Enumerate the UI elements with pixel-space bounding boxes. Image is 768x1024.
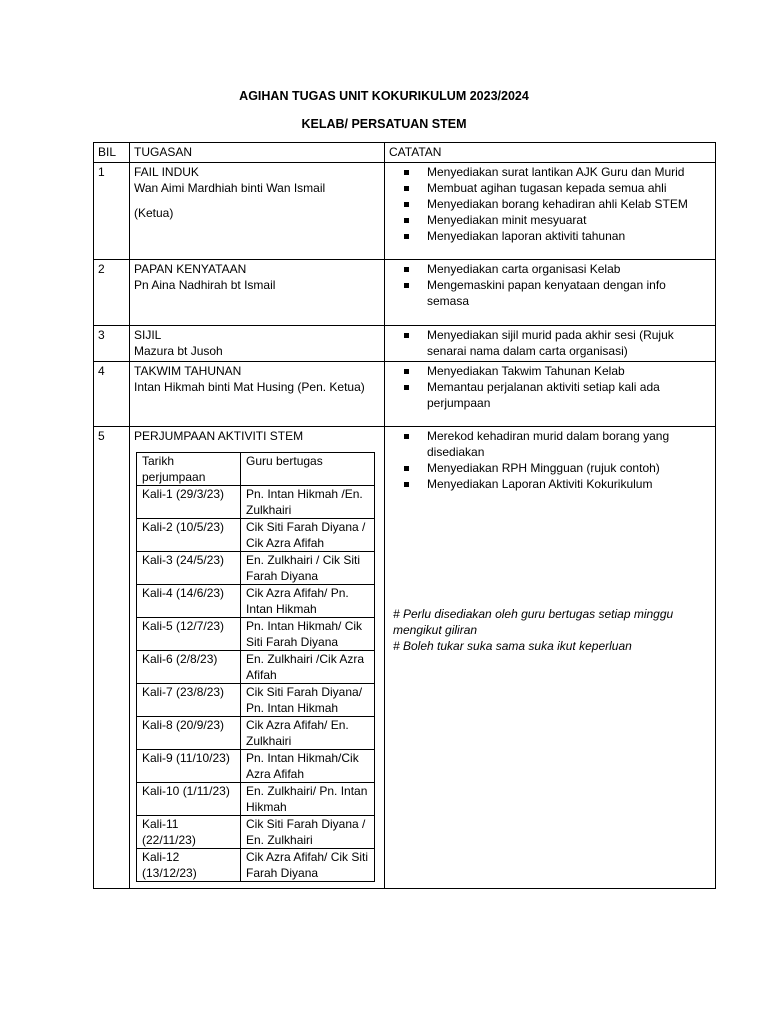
task-person: Mazura bt Jusoh	[134, 344, 223, 358]
header-bil: BIL	[94, 143, 130, 163]
teacher-on-duty: En. Zulkhairi / Cik Siti Farah Diyana	[241, 552, 375, 585]
schedule-header-teacher: Guru bertugas	[241, 453, 375, 486]
task-title: PAPAN KENYATAAN	[134, 262, 247, 276]
task-cell	[130, 326, 385, 362]
teacher-on-duty: Pn. Intan Hikmah/ Cik Siti Farah Diyana	[241, 618, 375, 651]
teacher-on-duty: En. Zulkhairi /Cik Azra Afifah	[241, 651, 375, 684]
schedule-table	[136, 452, 375, 882]
task-cell	[130, 427, 385, 889]
row-number: 3	[94, 326, 130, 362]
list-item: Menyediakan borang kehadiran ahli Kelab STEM	[389, 196, 711, 212]
meeting-date: Kali-8 (20/9/23)	[137, 717, 241, 750]
task-person: Intan Hikmah binti Mat Husing (Pen. Ketua)	[134, 380, 365, 394]
table-row	[137, 552, 375, 585]
table-row	[94, 260, 716, 326]
schedule-header-row	[137, 453, 375, 486]
meeting-date: Kali-3 (24/5/23)	[137, 552, 241, 585]
list-item: Menyediakan sijil murid pada akhir sesi (Rujuk senarai nama dalam carta organisasi)	[389, 327, 711, 359]
table-row	[137, 750, 375, 783]
notes-cell	[385, 163, 716, 260]
task-cell	[130, 260, 385, 326]
task-person: Wan Aimi Mardhiah binti Wan Ismail	[134, 181, 326, 195]
row-number: 5	[94, 427, 130, 889]
teacher-on-duty: Cik Siti Farah Diyana / En. Zulkhairi	[241, 816, 375, 849]
meeting-date: Kali-7 (23/8/23)	[137, 684, 241, 717]
table-row	[137, 519, 375, 552]
list-item: Mengemaskini papan kenyataan dengan info semasa	[389, 277, 711, 309]
document-subtitle: KELAB/ PERSATUAN STEM	[301, 117, 467, 131]
duty-table	[93, 142, 716, 889]
header-row	[94, 143, 716, 163]
table-row	[137, 585, 375, 618]
table-row	[94, 427, 716, 889]
table-row	[137, 651, 375, 684]
list-item: Menyediakan Takwim Tahunan Kelab	[389, 363, 711, 379]
task-title: FAIL INDUK	[134, 165, 199, 179]
meeting-date: Kali-1 (29/3/23)	[137, 486, 241, 519]
teacher-on-duty: Cik Azra Afifah/ Cik Siti Farah Diyana	[241, 849, 375, 882]
meeting-date: Kali-2 (10/5/23)	[137, 519, 241, 552]
row-number: 2	[94, 260, 130, 326]
header-catatan: CATATAN	[385, 143, 716, 163]
task-role: (Ketua)	[134, 206, 174, 220]
teacher-on-duty: Cik Siti Farah Diyana/ Pn. Intan Hikmah	[241, 684, 375, 717]
list-item: Menyediakan surat lantikan AJK Guru dan Murid	[389, 164, 711, 180]
row-number: 4	[94, 362, 130, 427]
list-item: Membuat agihan tugasan kepada semua ahli	[389, 180, 711, 196]
list-item: Merekod kehadiran murid dalam borang yang disediakan	[389, 428, 711, 460]
meeting-date: Kali-6 (2/8/23)	[137, 651, 241, 684]
task-title: SIJIL	[134, 328, 162, 342]
header-tugasan: TUGASAN	[130, 143, 385, 163]
list-item: Menyediakan minit mesyuarat	[389, 212, 711, 228]
task-cell	[130, 362, 385, 427]
list-item: Menyediakan Laporan Aktiviti Kokurikulum	[389, 476, 711, 492]
notes-cell	[385, 326, 716, 362]
table-row	[137, 849, 375, 882]
table-row	[94, 163, 716, 260]
teacher-on-duty: En. Zulkhairi/ Pn. Intan Hikmah	[241, 783, 375, 816]
list-item: Menyediakan carta organisasi Kelab	[389, 261, 711, 277]
task-person: Pn Aina Nadhirah bt Ismail	[134, 278, 276, 292]
table-row	[94, 326, 716, 362]
task-cell	[130, 163, 385, 260]
task-title: TAKWIM TAHUNAN	[134, 364, 242, 378]
list-item: Menyediakan laporan aktiviti tahunan	[389, 228, 711, 244]
meeting-date: Kali-5 (12/7/23)	[137, 618, 241, 651]
notes-cell	[385, 427, 716, 889]
meeting-date: Kali-10 (1/11/23)	[137, 783, 241, 816]
task-title: PERJUMPAAN AKTIVITI STEM	[134, 429, 304, 443]
list-item: Memantau perjalanan aktiviti setiap kali ada perjumpaan	[389, 379, 711, 411]
meeting-date: Kali-12 (13/12/23)	[137, 849, 241, 882]
teacher-on-duty: Cik Siti Farah Diyana / Cik Azra Afifah	[241, 519, 375, 552]
schedule-header-date: Tarikh perjumpaan	[137, 453, 241, 486]
table-row	[137, 618, 375, 651]
remark-swap: # Boleh tukar suka sama suka ikut keperluan	[393, 639, 632, 653]
teacher-on-duty: Cik Azra Afifah/ Pn. Intan Hikmah	[241, 585, 375, 618]
teacher-on-duty: Pn. Intan Hikmah /En. Zulkhairi	[241, 486, 375, 519]
notes-cell	[385, 260, 716, 326]
meeting-date: Kali-11 (22/11/23)	[137, 816, 241, 849]
document-title: AGIHAN TUGAS UNIT KOKURIKULUM 2023/2024	[239, 89, 529, 103]
list-item: Menyediakan RPH Mingguan (rujuk contoh)	[389, 460, 711, 476]
notes-cell	[385, 362, 716, 427]
meeting-date: Kali-9 (11/10/23)	[137, 750, 241, 783]
remark-rotation: # Perlu disediakan oleh guru bertugas setiap minggu mengikut giliran	[393, 607, 674, 637]
teacher-on-duty: Cik Azra Afifah/ En. Zulkhairi	[241, 717, 375, 750]
table-row	[137, 684, 375, 717]
teacher-on-duty: Pn. Intan Hikmah/Cik Azra Afifah	[241, 750, 375, 783]
table-row	[94, 362, 716, 427]
table-row	[137, 816, 375, 849]
row-number: 1	[94, 163, 130, 260]
table-row	[137, 486, 375, 519]
meeting-date: Kali-4 (14/6/23)	[137, 585, 241, 618]
table-row	[137, 783, 375, 816]
table-row	[137, 717, 375, 750]
